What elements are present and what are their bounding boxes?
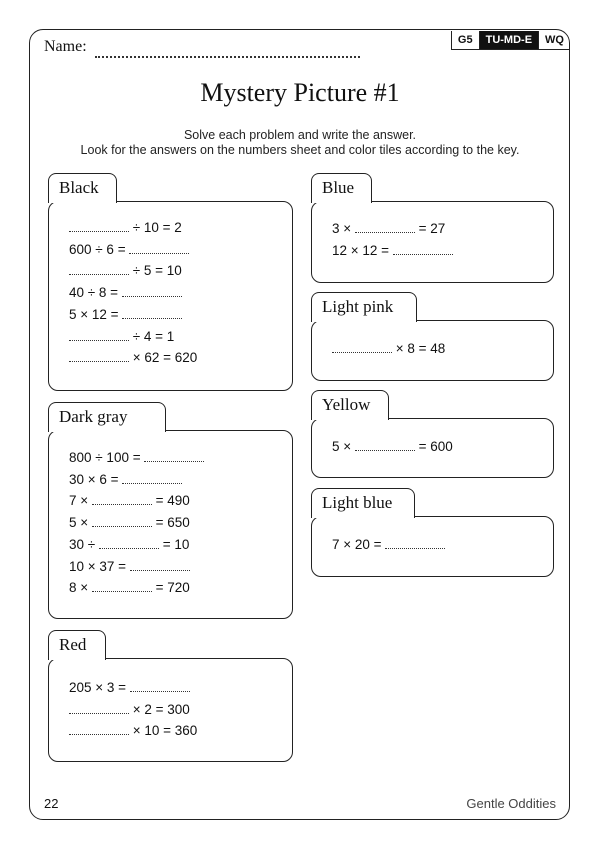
answer-blank[interactable]	[69, 264, 129, 275]
answer-blank[interactable]	[130, 681, 190, 692]
problem-text-after: = 720	[151, 580, 190, 596]
problem-line	[69, 702, 190, 717]
grade-code: G5	[457, 34, 473, 46]
answer-blank[interactable]	[69, 221, 129, 232]
problem-line	[69, 515, 190, 530]
answer-blank[interactable]	[122, 286, 182, 297]
problem-line	[69, 723, 197, 738]
type-code: WQ	[538, 31, 570, 49]
problem-line	[69, 242, 189, 257]
problem-line	[332, 439, 453, 454]
name-field[interactable]	[95, 50, 360, 58]
problem-line	[69, 220, 182, 235]
answer-blank[interactable]	[99, 538, 159, 549]
problem-text-after: = 10	[158, 536, 190, 552]
problem-text-before: 205 × 3 =	[69, 680, 130, 695]
group-box-red	[48, 658, 293, 762]
problem-text-after: ÷ 10 = 2	[129, 220, 182, 235]
name-label: Name:	[44, 38, 87, 55]
answer-blank[interactable]	[355, 222, 415, 233]
problem-text-after: × 8 = 48	[392, 341, 446, 356]
page-title: Mystery Picture #1	[200, 78, 400, 107]
answer-blank[interactable]	[92, 494, 152, 505]
problem-text-after: = 27	[414, 221, 446, 236]
problem-line	[332, 221, 445, 236]
problem-line	[332, 341, 445, 356]
problem-line	[69, 307, 182, 322]
problem-line	[69, 350, 197, 365]
problem-line	[332, 537, 445, 552]
answer-blank[interactable]	[122, 308, 182, 319]
problem-line	[69, 450, 204, 465]
problem-text-after: = 490	[151, 493, 190, 509]
problem-text-before: 800 ÷ 100 =	[69, 450, 145, 465]
problem-text-before: 7 × 20 =	[332, 537, 386, 552]
problem-text-after: ÷ 5 = 10	[129, 263, 182, 279]
problem-line	[69, 472, 182, 487]
answer-blank[interactable]	[69, 724, 129, 735]
answer-blank[interactable]	[393, 244, 453, 255]
brand-logo: Gentle Oddities	[466, 796, 556, 811]
tab-light-blue: Light blue	[311, 488, 415, 518]
answer-blank[interactable]	[385, 538, 445, 549]
problem-line	[69, 263, 182, 278]
answer-blank[interactable]	[69, 703, 129, 714]
tab-black: Black	[48, 173, 117, 203]
problem-line	[332, 243, 453, 258]
problem-line	[69, 559, 190, 574]
problem-text-before: 12 × 12 =	[332, 242, 393, 258]
group-box-yellow	[311, 418, 554, 478]
problem-text-before: 40 ÷ 8 =	[69, 285, 122, 301]
problem-text-after: × 10 = 360	[129, 723, 198, 739]
tab-red: Red	[48, 630, 106, 660]
instruction-line: Look for the answers on the numbers sheet and color tiles according to the key.	[80, 143, 520, 157]
group-box-black	[48, 201, 293, 391]
problem-line	[69, 493, 190, 508]
problem-text-before: 5 × 12 =	[69, 306, 123, 322]
tab-yellow: Yellow	[311, 390, 389, 420]
instruction-line: Solve each problem and write the answer.	[183, 128, 417, 142]
answer-blank[interactable]	[332, 342, 392, 353]
problem-text-before: 8 ×	[69, 580, 92, 596]
answer-blank[interactable]	[92, 516, 152, 527]
problem-text-after: = 600	[414, 439, 453, 454]
worksheet-code	[451, 31, 570, 50]
problem-line	[69, 285, 182, 300]
problem-text-before: 3 ×	[332, 221, 355, 236]
tab-dark-gray: Dark gray	[48, 402, 166, 432]
group-box-blue	[311, 201, 554, 283]
group-box-light-blue	[311, 516, 554, 577]
problem-text-before: 600 ÷ 6 =	[69, 241, 130, 257]
group-box-light-pink	[311, 320, 554, 381]
instructions	[0, 128, 600, 158]
answer-blank[interactable]	[69, 351, 129, 362]
problem-line	[69, 329, 174, 344]
tab-light-pink: Light pink	[311, 292, 417, 322]
problem-text-before: 10 × 37 =	[69, 558, 130, 574]
group-box-dark-gray	[48, 430, 293, 619]
problem-text-after: × 62 = 620	[129, 350, 198, 366]
problem-text-after: = 650	[151, 515, 190, 531]
answer-blank[interactable]	[130, 560, 190, 571]
topic-code: TU-MD-E	[479, 31, 538, 49]
answer-blank[interactable]	[92, 581, 152, 592]
problem-text-after: ÷ 4 = 1	[129, 328, 175, 344]
answer-blank[interactable]	[69, 330, 129, 341]
problem-text-before: 7 ×	[69, 493, 92, 509]
problem-text-before: 5 ×	[332, 439, 355, 454]
answer-blank[interactable]	[144, 451, 204, 462]
problem-text-after: × 2 = 300	[129, 701, 190, 717]
tab-blue: Blue	[311, 173, 372, 203]
problem-text-before: 30 × 6 =	[69, 471, 123, 487]
problem-line	[69, 537, 189, 552]
answer-blank[interactable]	[122, 473, 182, 484]
problem-line	[69, 580, 190, 595]
problem-text-before: 30 ÷	[69, 536, 99, 552]
problem-line	[69, 680, 190, 695]
page-number: 22	[44, 796, 59, 811]
answer-blank[interactable]	[355, 440, 415, 451]
answer-blank[interactable]	[129, 243, 189, 254]
problem-text-before: 5 ×	[69, 515, 92, 531]
